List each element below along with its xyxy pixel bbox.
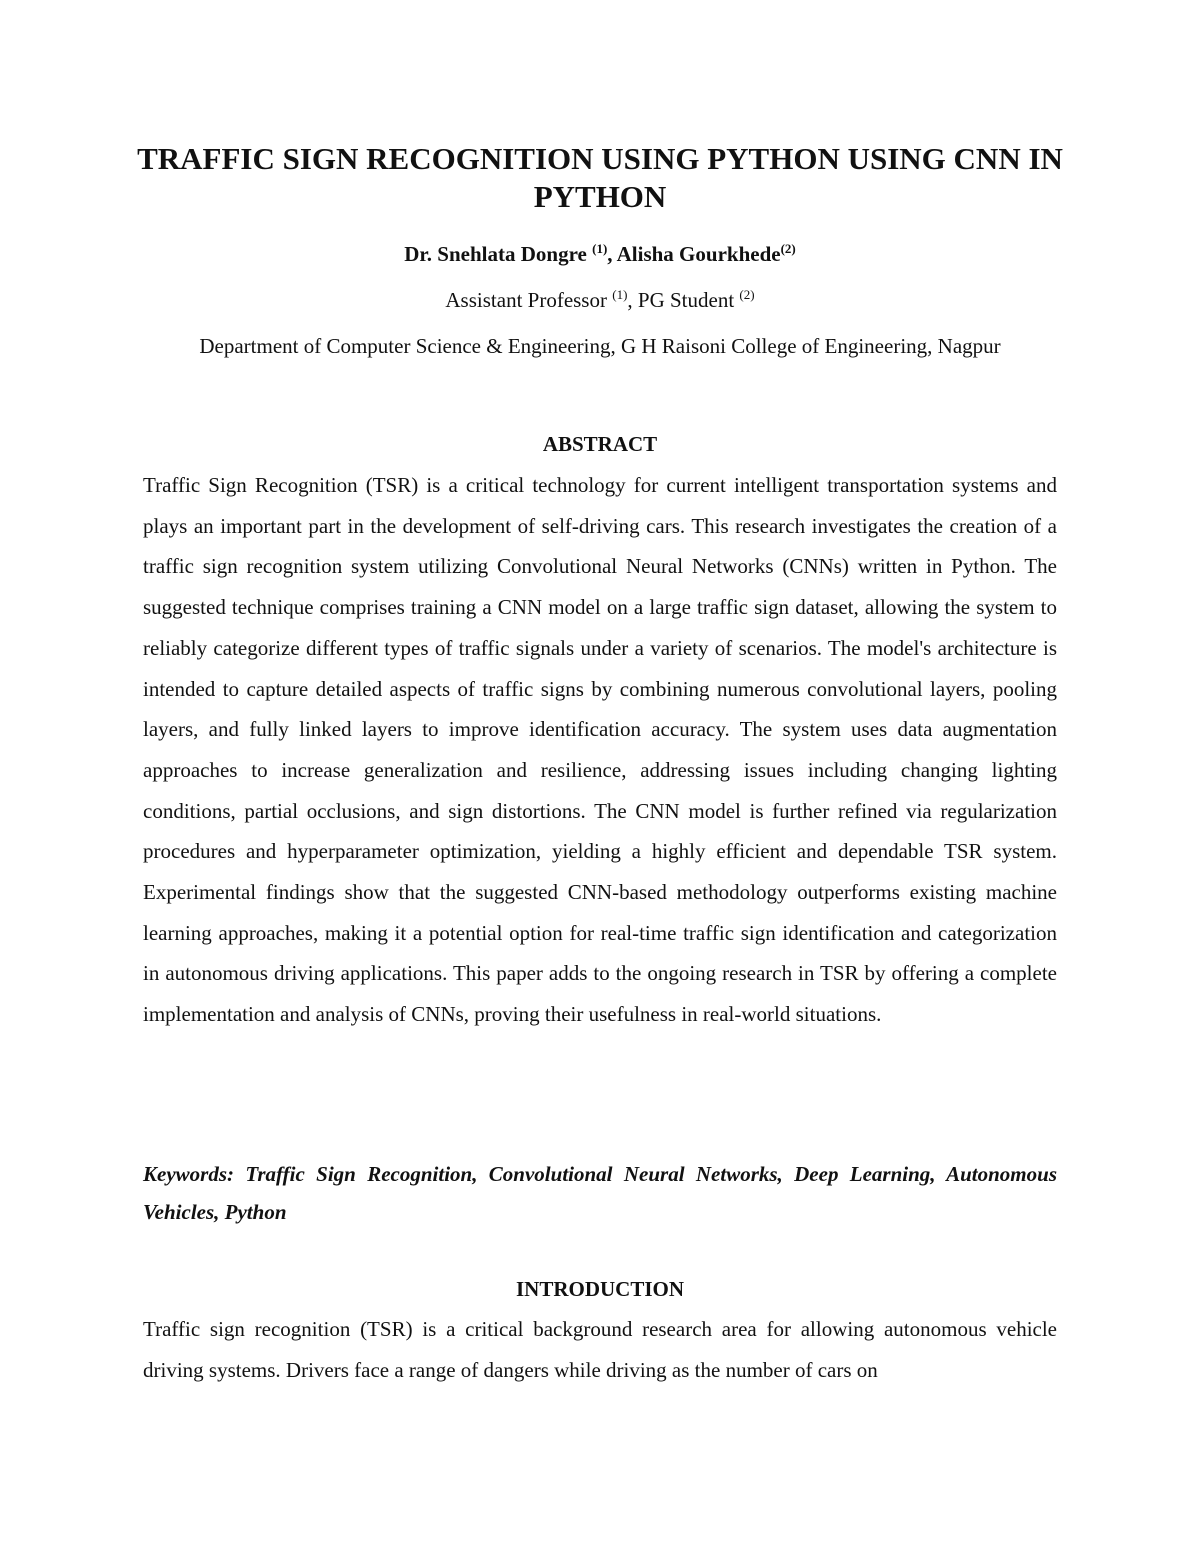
author-1-mark: (1): [592, 241, 608, 256]
author-2-name: Alisha Gourkhede: [616, 242, 781, 266]
role-1-mark: (1): [612, 287, 628, 302]
role-2-mark: (2): [739, 287, 755, 302]
role-separator: ,: [627, 288, 638, 312]
author-1-name: Dr. Snehlata Dongre: [404, 242, 593, 266]
role-line: [100, 286, 1100, 314]
abstract-text: Traffic Sign Recognition (TSR) is a critical technology for current intelligent transportation systems and plays an important part in the development of self-driving cars. This research investigates the creation of a traffic sign recognition system utilizing Convolutional Neural Networks (CNNs) written in Python. The suggested technique comprises training a CNN model on a large traffic sign dataset, allowing the system to reliably categorize different types of traffic signals under a variety of scenarios. The model's architecture is intended to capture detailed aspects of traffic signs by combining numerous convolutional layers, pooling layers, and fully linked layers to improve identification accuracy. The system uses data augmentation approaches to increase generalization and resilience, addressing issues including changing lighting conditions, partial occlusions, and sign distortions. The CNN model is further refined via regularization procedures and hyperparameter optimization, yielding a highly efficient and dependable TSR system. Experimental findings show that the suggested CNN-based methodology outperforms existing machine learning approaches, making it a potential option for real-time traffic sign identification and categorization in autonomous driving applications. This paper adds to the ongoing research in TSR by offering a complete implementation and analysis of CNNs, proving their usefulness in real-world situations.: [143, 473, 1057, 1027]
introduction-text: Traffic sign recognition (TSR) is a critical background research area for allowing autonomous vehicle driving systems. Drivers face a range of dangers while driving as the number of cars on: [143, 1317, 1057, 1382]
keywords: Keywords: Traffic Sign Recognition, Convolutional Neural Networks, Deep Learning, Autonomous Vehicles, Python: [143, 1162, 1057, 1224]
affiliation: Department of Computer Science & Engineering, G H Raisoni College of Engineering, Nagpur: [199, 334, 1001, 358]
author-line: [100, 240, 1100, 268]
author-2-mark: (2): [780, 241, 796, 256]
paper-title: TRAFFIC SIGN RECOGNITION USING PYTHON USING CNN IN PYTHON: [137, 141, 1063, 214]
introduction-heading: INTRODUCTION: [515, 1277, 685, 1301]
abstract-heading: ABSTRACT: [542, 432, 658, 456]
role-1: Assistant Professor: [445, 288, 613, 312]
role-2: PG Student: [637, 288, 740, 312]
author-separator: ,: [607, 242, 617, 266]
